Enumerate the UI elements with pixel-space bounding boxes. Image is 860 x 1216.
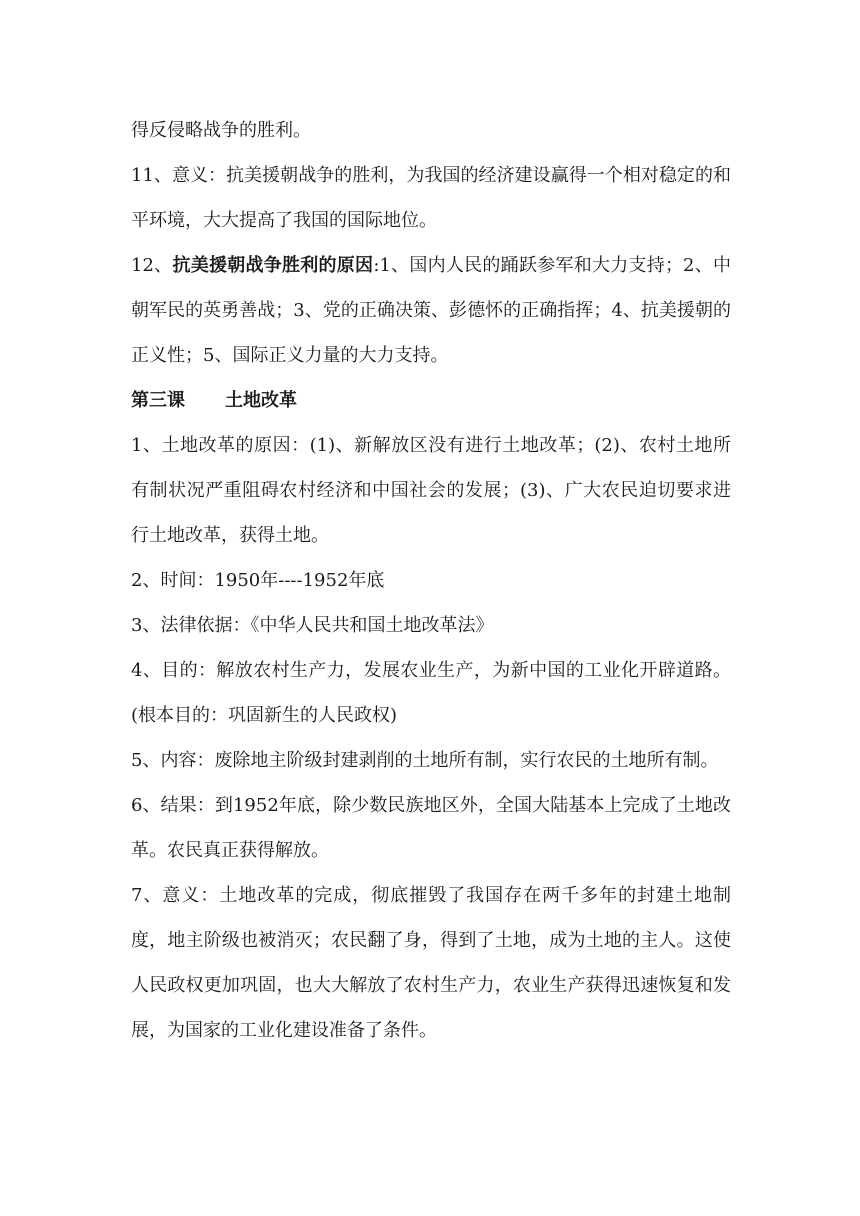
item-time: 2、时间：1950年----1952年底 xyxy=(131,570,385,591)
lesson-title: 土地改革 xyxy=(225,390,297,411)
lesson-heading xyxy=(131,378,731,423)
paragraph-continuation: 得反侵略战争的胜利。 xyxy=(131,120,311,141)
lesson-number: 第三课 xyxy=(131,390,185,411)
reasons-number: 12、 xyxy=(131,255,173,276)
reasons-heading: 抗美援朝战争胜利的原因 xyxy=(172,255,374,276)
item-significance: 7、意义：土地改革的完成，彻底摧毁了我国存在两千多年的封建土地制度，地主阶级也被消灭；农民翻了身，得到了土地，成为土地的主人。这使人民政权更加巩固，也大大解放了农村生产力，农业生产获得迅速恢复和发展，为国家的工业化建设准备了条件。 xyxy=(131,885,731,1041)
item-result: 6、结果：到1952年底，除少数民族地区外，全国大陆基本上完成了土地改革。农民真正获得解放。 xyxy=(131,795,731,861)
paragraph-victory-reasons xyxy=(131,243,731,378)
document-page xyxy=(131,108,731,1053)
item-purpose: 4、目的：解放农村生产力，发展农业生产，为新中国的工业化开辟道路。(根本目的：巩固新生的人民政权) xyxy=(131,660,731,726)
paragraph-significance: 11、意义：抗美援朝战争的胜利，为我国的经济建设赢得一个相对稳定的和平环境，大大提高了我国的国际地位。 xyxy=(131,165,731,231)
item-legal-basis: 3、法律依据：《中华人民共和国土地改革法》 xyxy=(131,615,494,636)
item-content: 5、内容：废除地主阶级封建剥削的土地所有制，实行农民的土地所有制。 xyxy=(131,750,719,771)
reasons-body: :1、国内人民的踊跃参军和大力支持；2、中朝军民的英勇善战；3、党的正确决策、彭德怀的正确指挥；4、抗美援朝的正义性；5、国际正义力量的大力支持。 xyxy=(131,255,732,366)
item-reasons: 1、土地改革的原因：(1)、新解放区没有进行土地改革；(2)、农村土地所有制状况严重阻碍农村经济和中国社会的发展；(3)、广大农民迫切要求进行土地改革，获得土地。 xyxy=(131,435,731,546)
